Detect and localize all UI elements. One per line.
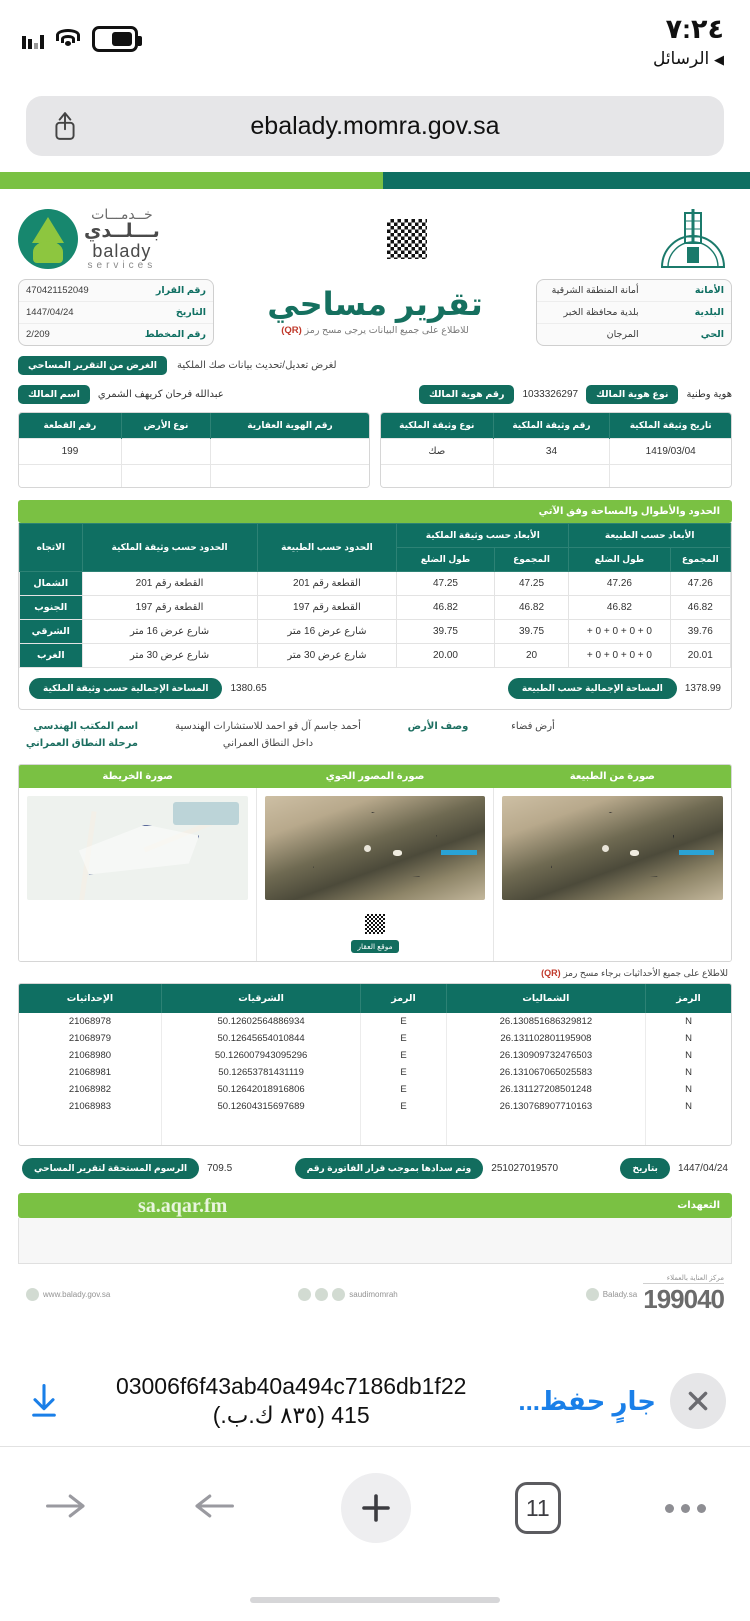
info-value: أمانة المنطقة الشرقية xyxy=(551,285,639,296)
parcel-deed-tables xyxy=(12,412,738,488)
cell-bounds-nature: شارع عرض 16 متر xyxy=(257,619,397,643)
land-desc-label: وصف الأرض xyxy=(407,720,469,732)
report-logo-row xyxy=(12,189,738,279)
images-section xyxy=(18,764,732,962)
total-nature-value: 1378.99 xyxy=(684,682,721,694)
share-icon[interactable] xyxy=(52,111,78,141)
table-header-row xyxy=(19,413,369,439)
instagram-icon xyxy=(298,1288,311,1301)
header-qr-code[interactable] xyxy=(384,216,430,262)
cell-nature-total: 47.26 xyxy=(670,571,730,595)
qr-caption: موقع العقار xyxy=(351,940,398,953)
cell-coord-id: 21068979 xyxy=(68,1032,112,1044)
cell-deed-side: 20.00 xyxy=(397,643,494,667)
subtitle-text: للاطلاع على جميع البيانات يرجى مسح رمز xyxy=(304,325,469,336)
column-header-bounds-nature: الحدود حسب الطبيعة xyxy=(257,523,397,571)
info-key: رقم المخطط xyxy=(144,329,206,340)
footer-website[interactable] xyxy=(26,1288,110,1301)
page-title: تقرير مساحي xyxy=(267,286,483,322)
fees-invoice-value: 251027019570 xyxy=(491,1162,559,1174)
column-header: تاريخ وثيقة الملكية xyxy=(610,413,731,439)
footer-social-label: saudimomrah xyxy=(349,1289,398,1299)
address-bar[interactable] xyxy=(26,96,724,156)
office-label: اسم المكتب الهندسي xyxy=(33,720,138,732)
cell-bounds-nature: القطعة رقم 197 xyxy=(257,595,397,619)
cell-symbol-e: E xyxy=(361,1047,446,1064)
fees-date-value: 1447/04/24 xyxy=(677,1162,728,1174)
cell-easting: 50.12604315697689 xyxy=(161,1098,360,1115)
brand-en-sub: services xyxy=(87,259,157,271)
image-cell-map[interactable] xyxy=(19,788,256,961)
info-key: الحي xyxy=(700,329,724,340)
cell-deed-total: 47.25 xyxy=(494,571,569,595)
total-deed-label: المساحة الإجمالية حسب وثيقة الملكية xyxy=(29,678,222,699)
facebook-icon xyxy=(315,1288,328,1301)
webpage-content xyxy=(0,172,750,1370)
table-row xyxy=(19,1047,731,1064)
cell-bounds-deed: شارع عرض 16 متر xyxy=(82,619,257,643)
coords-note xyxy=(12,962,738,983)
boundaries-section-title: الحدود والأطوال والمساحة وفق الآتي xyxy=(18,500,732,523)
footer-social-label: Balady.sa xyxy=(602,1289,638,1299)
fees-amount-value: 709.5 xyxy=(207,1162,233,1174)
owner-name-value: عبدالله فرحان كريهف الشمري xyxy=(97,389,224,400)
cell-direction: الغرب xyxy=(20,643,83,667)
subtitle-qr-label: (QR) xyxy=(281,325,302,336)
cell-coord-id: 21068980 xyxy=(68,1049,112,1061)
cell-nature-total: 20.01 xyxy=(670,643,730,667)
cell-easting: 50.12602564886934 xyxy=(161,1013,360,1030)
urban-value: داخل النطاق العمراني xyxy=(222,737,314,749)
url-text[interactable]: ebalady.momra.gov.sa xyxy=(250,111,500,140)
fees-date-label: بتاريخ xyxy=(620,1158,669,1179)
cell-deed-total: 20 xyxy=(494,643,569,667)
footer-social-balady[interactable] xyxy=(586,1288,638,1301)
cell-nature-side: 46.82 xyxy=(569,595,670,619)
cell-deed-number: 34 xyxy=(493,439,610,465)
table-header-row xyxy=(20,523,731,547)
survey-report-document xyxy=(0,189,750,1315)
column-header-bounds-deed: الحدود حسب وثيقة الملكية xyxy=(82,523,257,571)
images-body-row xyxy=(19,788,731,961)
parcel-table xyxy=(18,412,370,488)
footer-caption: مركز العناية بالعملاء xyxy=(643,1274,724,1284)
site-watermark: sa.aqar.fm xyxy=(138,1194,228,1217)
page-top-accent-bar xyxy=(0,172,750,189)
table-row xyxy=(20,571,731,595)
cell-deed-date: 1419/03/04 xyxy=(610,439,731,465)
more-options-icon[interactable] xyxy=(665,1504,706,1513)
browser-bottom-toolbar xyxy=(0,1446,750,1621)
table-row xyxy=(381,439,731,465)
owner-id-value: 1033326297 xyxy=(522,389,579,400)
owner-name-label: اسم المالك xyxy=(18,385,90,404)
info-value: 2/209 xyxy=(26,329,50,340)
table-header-row xyxy=(19,984,731,1013)
status-time: ٧:٢٤ xyxy=(665,14,724,44)
purpose-row xyxy=(12,346,738,381)
cell-direction: الشمال xyxy=(20,571,83,595)
map-image xyxy=(27,796,248,900)
image-cell-nature[interactable] xyxy=(493,788,731,961)
table-header-row xyxy=(381,413,731,439)
column-header-direction: الاتجاه xyxy=(20,523,83,571)
total-nature-label: المساحة الإجمالية حسب الطبيعة xyxy=(508,678,677,699)
cell-symbol-n: N xyxy=(646,1013,731,1030)
area-totals-row xyxy=(19,668,731,709)
office-meta-rows xyxy=(12,710,738,754)
cell-bounds-deed: شارع عرض 30 متر xyxy=(82,643,257,667)
info-row xyxy=(19,280,213,302)
office-value: أحمد جاسم آل فو احمد للاستشارات الهندسية xyxy=(175,720,361,732)
cell-symbol-e: E xyxy=(361,1098,446,1115)
image-cell-aerial[interactable] xyxy=(256,788,494,961)
owner-id-label: رقم هوية المالك xyxy=(419,385,514,404)
urban-line xyxy=(18,735,732,752)
table-row-empty xyxy=(381,465,731,487)
cell-easting: 50.126007943095296 xyxy=(161,1047,360,1064)
coords-note-qr-label: (QR) xyxy=(541,967,561,978)
download-icon[interactable] xyxy=(24,1383,64,1419)
back-arrow-icon[interactable] xyxy=(192,1489,236,1528)
report-title-block xyxy=(222,279,528,336)
info-row xyxy=(19,302,213,324)
brand-en: balady xyxy=(92,240,152,261)
coords-note-text: للاطلاع على جميع الأحداثيات برجاء مسح رمز xyxy=(563,967,728,978)
cell-symbol-e: E xyxy=(361,1030,446,1047)
cell-real-estate-id xyxy=(211,439,369,465)
column-header: رقم الهوية العقارية xyxy=(211,413,369,439)
decision-info-box xyxy=(18,279,214,346)
signal-icon xyxy=(22,29,44,49)
cell-symbol-n: N xyxy=(646,1064,731,1081)
cell-symbol-e: E xyxy=(361,1064,446,1081)
purpose-label: الغرض من التقرير المساحي xyxy=(18,356,167,375)
table-row xyxy=(20,619,731,643)
table-row xyxy=(19,1064,731,1081)
column-header: نوع الأرض xyxy=(121,413,210,439)
column-header: رقم القطعة xyxy=(19,413,121,439)
column-header-dims-nature: الأبعاد حسب الطبيعة xyxy=(569,523,731,547)
download-file-size: 415 (٨٣٥ ك.ب.) xyxy=(212,1402,370,1428)
plus-icon[interactable] xyxy=(341,1473,411,1543)
status-icons xyxy=(22,26,138,52)
info-row xyxy=(537,324,731,345)
images-header-row xyxy=(19,765,731,788)
cell-nature-side: 0 + 0 + 0 + 0 + xyxy=(569,619,670,643)
column-header-eastings: الشرقيات xyxy=(161,984,360,1013)
info-value: المرجان xyxy=(606,329,639,340)
owner-id-type-value: هوية وطنية xyxy=(686,389,732,400)
column-header: نوع وثيقة الملكية xyxy=(381,413,493,439)
info-value: بلدية محافظة الخبر xyxy=(563,307,639,318)
image-header-nature: صورة من الطبيعة xyxy=(569,770,655,782)
cell-deed-type: صك xyxy=(381,439,493,465)
municipality-emblem-icon xyxy=(654,203,732,275)
footer-social-momrah[interactable] xyxy=(298,1288,397,1301)
table-row-empty xyxy=(19,1115,731,1145)
owner-row xyxy=(12,381,738,412)
youtube-icon xyxy=(332,1288,345,1301)
report-header-row xyxy=(12,279,738,346)
accent-light xyxy=(0,172,383,189)
info-key: رقم القرار xyxy=(155,285,206,296)
status-right xyxy=(653,14,724,69)
back-app-label: الرسائل xyxy=(652,49,710,68)
deed-table xyxy=(380,412,732,488)
info-key: التاريخ xyxy=(175,307,206,318)
cell-northing: 26.131127208501248 xyxy=(446,1081,645,1098)
cell-deed-total: 39.75 xyxy=(494,619,569,643)
cell-easting: 50.12653781431119 xyxy=(161,1064,360,1081)
cell-northing: 26.130909732476503 xyxy=(446,1047,645,1064)
cell-coord-id: 21068978 xyxy=(68,1015,112,1027)
accent-dark xyxy=(383,172,750,189)
cell-symbol-e: E xyxy=(361,1013,446,1030)
info-value: 1447/04/24 xyxy=(26,307,74,318)
info-row xyxy=(537,302,731,324)
return-to-messages[interactable] xyxy=(653,49,724,69)
cell-northing: 26.131102801195908 xyxy=(446,1030,645,1047)
tab-count-label: 11 xyxy=(525,1494,550,1521)
column-header-northings: الشماليات xyxy=(446,984,645,1013)
info-key: البلدية xyxy=(694,307,724,318)
wifi-icon xyxy=(55,29,81,49)
globe-icon xyxy=(26,1288,39,1301)
table-row xyxy=(19,439,369,465)
column-header-dims-deed: الأبعاد حسب وثيقة الملكية xyxy=(397,523,569,547)
cell-northing: 26.131067065025583 xyxy=(446,1064,645,1081)
cell-bounds-nature: شارع عرض 30 متر xyxy=(257,643,397,667)
report-footer xyxy=(12,1264,738,1315)
pledges-title-text: التعهدات xyxy=(677,1199,720,1211)
property-location-qr[interactable] xyxy=(351,910,398,953)
home-indicator[interactable] xyxy=(250,1597,500,1603)
cell-bounds-nature: القطعة رقم 201 xyxy=(257,571,397,595)
coordinates-table xyxy=(18,983,732,1146)
cell-deed-side: 46.82 xyxy=(397,595,494,619)
cell-coord-id: 21068982 xyxy=(68,1083,112,1095)
back-triangle-icon: ◀ xyxy=(714,52,724,67)
battery-icon xyxy=(92,26,138,52)
cell-nature-side: 0 + 0 + 0 + 0 + xyxy=(569,643,670,667)
brand-ar-small: خــدمـــات xyxy=(91,205,153,222)
cell-nature-total: 39.76 xyxy=(670,619,730,643)
cell-symbol-n: N xyxy=(646,1030,731,1047)
forward-arrow-icon[interactable] xyxy=(44,1489,88,1528)
owner-id-type-label: نوع هوية المالك xyxy=(586,385,678,404)
cell-nature-total: 46.82 xyxy=(670,595,730,619)
close-icon[interactable] xyxy=(670,1373,726,1429)
cell-symbol-e: E xyxy=(361,1081,446,1098)
cell-northing: 26.130768907710163 xyxy=(446,1098,645,1115)
fees-amount-label: الرسوم المستحقة لتقرير المساحي xyxy=(22,1158,199,1179)
address-bar-container xyxy=(0,96,750,156)
qr-code-image xyxy=(384,216,430,262)
cell-direction: الشرقي xyxy=(20,619,83,643)
column-header: رقم وثيقة الملكية xyxy=(493,413,610,439)
cell-coord-id: 21068981 xyxy=(68,1066,112,1078)
status-bar xyxy=(0,0,750,96)
fees-invoice-label: وتم سدادها بموجب قرار الفاتورة رقم xyxy=(295,1158,484,1179)
column-header-symbol-n: الرمز xyxy=(646,984,731,1013)
subheader-side: طول الضلع xyxy=(569,547,670,571)
footer-number: 199040 xyxy=(643,1283,724,1314)
image-header-aerial: صورة المصور الجوي xyxy=(325,770,425,782)
cell-deed-side: 47.25 xyxy=(397,571,494,595)
download-file-name: 03006f6f43ab40a494c7186db1f22 xyxy=(115,1373,467,1400)
land-desc-value: أرض فضاء xyxy=(511,720,555,732)
boundaries-table xyxy=(18,523,732,710)
cell-parcel-number: 199 xyxy=(19,439,121,465)
download-status: جارٍ حفظ... xyxy=(518,1385,656,1416)
toolbar-buttons-row xyxy=(0,1447,750,1543)
cell-bounds-deed: القطعة رقم 197 xyxy=(82,595,257,619)
table-row xyxy=(19,1098,731,1115)
cell-direction: الجنوب xyxy=(20,595,83,619)
pledges-section-title xyxy=(18,1193,732,1218)
cell-easting: 50.12642018916806 xyxy=(161,1081,360,1098)
info-key: الأمانة xyxy=(694,285,724,296)
report-subtitle xyxy=(222,325,528,336)
dots-glyph xyxy=(665,1504,706,1513)
subheader-total: المجموع xyxy=(670,547,730,571)
cell-bounds-deed: القطعة رقم 201 xyxy=(82,571,257,595)
cell-coord-id: 21068983 xyxy=(68,1100,112,1112)
footer-contact xyxy=(586,1274,724,1315)
cell-symbol-n: N xyxy=(646,1081,731,1098)
info-row xyxy=(537,280,731,302)
info-row xyxy=(19,324,213,345)
table-row xyxy=(19,1081,731,1098)
column-header-symbol-e: الرمز xyxy=(361,984,446,1013)
brand-ar-big: بـــلــدي xyxy=(84,220,160,242)
table-row xyxy=(20,643,731,667)
cell-symbol-n: N xyxy=(646,1098,731,1115)
office-line xyxy=(18,718,732,735)
table-row xyxy=(19,1030,731,1047)
cell-easting: 50.12645654010844 xyxy=(161,1030,360,1047)
urban-label: مرحلة النطاق العمراني xyxy=(25,737,138,749)
download-banner xyxy=(0,1356,750,1446)
info-value: 470421152049 xyxy=(26,285,89,296)
column-header-coords-id: الإحداثيات xyxy=(19,984,161,1013)
subheader-side: طول الضلع xyxy=(397,547,494,571)
table-row xyxy=(20,595,731,619)
cell-deed-total: 46.82 xyxy=(494,595,569,619)
qr-code-icon xyxy=(361,910,389,938)
tab-count-button[interactable] xyxy=(515,1482,561,1534)
aerial-photo xyxy=(265,796,486,900)
cell-northing: 26.130851686329812 xyxy=(446,1013,645,1030)
footer-website-label: www.balady.gov.sa xyxy=(43,1289,111,1299)
table-row-empty xyxy=(19,465,369,487)
subheader-total: المجموع xyxy=(494,547,569,571)
download-file-info[interactable] xyxy=(78,1372,504,1430)
pledges-body xyxy=(18,1218,732,1264)
cell-deed-side: 39.75 xyxy=(397,619,494,643)
total-deed-value: 1380.65 xyxy=(230,682,267,694)
nature-photo xyxy=(502,796,723,900)
purpose-value: لغرض تعديل/تحديث بيانات صك الملكية xyxy=(177,360,337,371)
fees-row xyxy=(12,1146,738,1183)
balady-wordmark xyxy=(84,207,160,271)
cell-nature-side: 47.26 xyxy=(569,571,670,595)
municipality-info-box xyxy=(536,279,732,346)
twitter-icon xyxy=(586,1288,599,1301)
balady-logo xyxy=(18,207,160,271)
table-row xyxy=(19,1013,731,1030)
cell-symbol-n: N xyxy=(646,1047,731,1064)
image-header-map: صورة الخريطة xyxy=(102,770,173,782)
cell-land-type xyxy=(121,439,210,465)
balady-palm-icon xyxy=(18,209,78,269)
